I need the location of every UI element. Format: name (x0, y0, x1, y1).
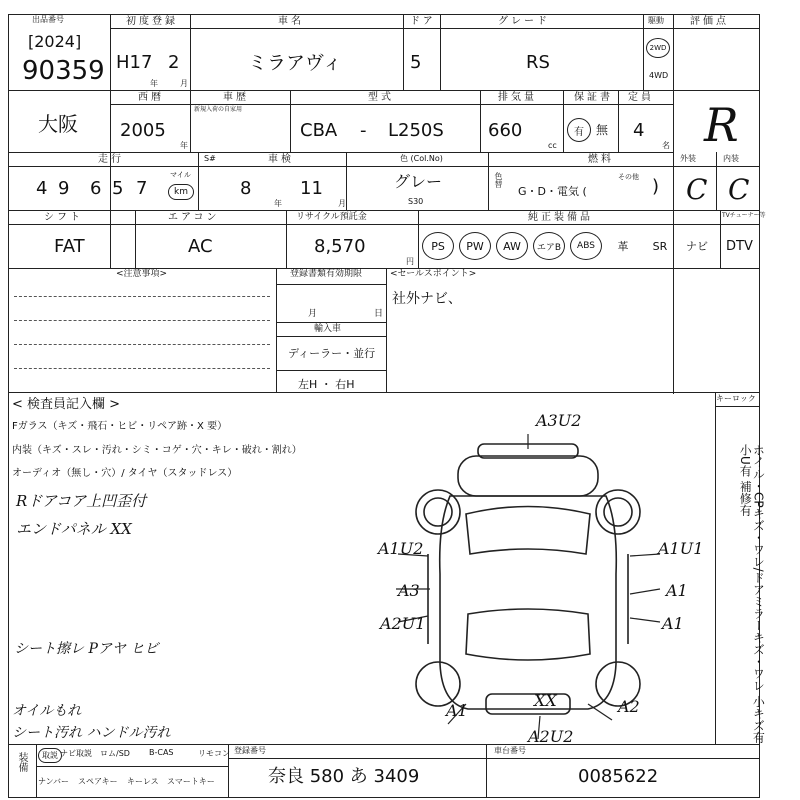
fuel-close: ) (652, 176, 660, 197)
equipment-item: AW (496, 232, 528, 260)
seireki-label: 西暦 (138, 92, 164, 103)
displacement-label: 排気量 (498, 92, 537, 103)
equipment-tag: スペアキー (78, 777, 118, 786)
inspector-title: < 検査員記入欄 > (12, 397, 121, 412)
interior-grade: C (728, 173, 750, 206)
inspector-fglass: Fガラス（キズ・飛石・ヒビ・リペア跡・X 要） (12, 421, 228, 432)
drive-label: 駆動 (648, 16, 664, 25)
import-label: 輸入車 (314, 324, 342, 334)
grade-label: グレード (498, 16, 550, 27)
equipment-tag: スマートキー (167, 777, 215, 786)
mileage-label: 走行 (98, 154, 124, 165)
shahei-note: 新規入荷の自家用 (194, 106, 243, 113)
damage-mark: A1U1 (658, 539, 704, 558)
seats-label: 定員 (628, 92, 654, 103)
color-change: 色替 (494, 172, 503, 188)
seats-unit: 名 (662, 141, 670, 150)
damage-mark: A3U2 (536, 411, 582, 430)
deadline-month: 月 (308, 309, 318, 319)
recycle-fee: 8,570 (314, 236, 366, 257)
equipment-item: エアB (533, 232, 565, 260)
inspector-interior: 内装（キズ・スレ・汚れ・シミ・コゲ・穴・キレ・破れ・割れ） (12, 445, 302, 456)
interior-label: 内装 (723, 154, 739, 163)
score-value: R (704, 98, 739, 152)
car-rear-window (466, 609, 590, 660)
car-name: ミラアヴィ (248, 52, 342, 74)
warranty-yes-circled: 有 (567, 118, 591, 142)
shaken-nen: 年 (274, 199, 282, 208)
recycle-label: リサイクル預託金 (296, 212, 367, 222)
car-body (440, 496, 617, 709)
car-damage-diagram (368, 404, 704, 746)
shaken-label: 車検 (268, 154, 294, 165)
equipment-tag: キーレス (127, 777, 159, 786)
door-label: ドア (410, 16, 436, 27)
shift-label: シフト (44, 212, 83, 223)
first-reg-label: 初度登録 (126, 16, 178, 27)
sales-point-label: <セールスポイント> (390, 269, 477, 279)
car-name-label: 車名 (278, 16, 304, 27)
fuel-options: G・D・電気 ( (518, 185, 587, 198)
side-vertical-notes: ホイル・CPキズ・ワレ/ドアミラーキズ・ワレ 小キズ有 小U有 補修有 (738, 444, 766, 744)
seireki-year: 2005 (120, 120, 166, 141)
equipment-row-label: 装備 (16, 752, 27, 772)
katashiki-model: L250S (388, 120, 444, 141)
damage-mark: A3 (398, 581, 420, 600)
warranty-no: 無 (596, 123, 609, 137)
equipment-tag: ナンバー (38, 777, 70, 786)
color-value: グレー (394, 172, 443, 191)
cc-unit: cc (548, 141, 557, 150)
inspector-hand-4: オイルもれ (12, 703, 82, 719)
color-label: 色 (Col.No) (400, 154, 443, 163)
tv-tuner-label: TVチューナー等 (722, 212, 766, 219)
first-reg-era: H17 (116, 52, 153, 73)
damage-mark: A1U2 (378, 539, 424, 558)
lot-number: 90359 (22, 56, 105, 86)
car-rear-bumper (486, 694, 570, 714)
mileage-digit: 5 (112, 178, 124, 199)
rear-left-wheel (416, 662, 460, 706)
inspector-hand-1: Rドアコア上凹歪付 (16, 492, 147, 510)
equipment-item: PW (459, 232, 491, 260)
chassis-number: 0085622 (578, 766, 659, 787)
damage-mark: A1 (666, 581, 688, 600)
auction-sheet: 出品番号 [2024] 90359 初度登録 H17 2 年 月 車名 ミラアヴィ ドア 5 グレード RS 駆動 2WD 4WD 評価点 R 大阪 西暦 2005 年 車歴 新規入荷の自家用 型式 CBA - L250S 排気量 660 cc 保証書 有 無 定員 4 名 走行 S# 4 9 6 5 7 マイル km 車検 8 年 11 月 色 (Col.No) グレー S30 色替 燃料 G・D・電気 ( その他 ) 外装 C 内装 C シフト FAT エアコン AC リサイクル預託金 8,570 円 純正装備品 PS PW AW エアB ABS 革 SR ナビ TVチューナー等 DTV <注意事項> 登録書類有効期限 月 日 輸入車 ディーラー・並行 左H ・ 右H <セールスポイント> 社外ナビ、 キーロック ホイル・CPキズ・ワレ/ドアミラーキズ・ワレ 小キズ有 小U有 補修有 < 検査員記入欄 > Fガラス（キズ・飛石・ヒビ・リペア跡・X 要） 内装（キズ・スレ・汚れ・シミ・コゲ・穴・キレ・破れ・割れ） オーディオ（無し・穴）/ タイヤ（スタッドレス） Rドアコア上凹歪付 エンドパネル XX シート擦レ Pアヤ ヒビ オイルもれ シート汚れ ハンドル汚れ A3U2 A1U2 A3 A2U1 A1U1 A1 A1 XX A1 A2 A2U2 装備 取説 ナビ取説 ロム/SD B-CAS リモコン ナンバー スペアキー キーレス スマートキー 登録番号 奈良 580 あ 3409 車台番号 0085622 (8, 14, 760, 798)
shaken-tsuki: 月 (338, 199, 346, 208)
plate-number: 奈良 580 あ 3409 (268, 766, 420, 787)
equipment-tag: ナビ取説 (60, 749, 92, 758)
inspector-hand-2: エンドパネル XX (16, 520, 132, 538)
car-windshield (466, 507, 590, 555)
equipment-item: PS (422, 232, 454, 260)
s-label: S# (204, 154, 216, 163)
aircon-value: AC (188, 236, 213, 257)
car-hood (458, 456, 598, 496)
damage-mark: XX (534, 691, 557, 710)
plate-label: 登録番号 (234, 746, 266, 755)
door-count: 5 (410, 52, 422, 73)
sales-point: 社外ナビ、 (392, 291, 462, 307)
katashiki-prefix: CBA (300, 120, 338, 141)
location: 大阪 (38, 112, 78, 136)
inspector-audio-tire: オーディオ（無し・穴）/ タイヤ（スタッドレス） (12, 468, 238, 479)
equipment-item: SR (652, 239, 668, 253)
handle-side: 左H ・ 右H (298, 378, 355, 391)
nen-unit-2: 年 (180, 141, 188, 150)
km-circled: km (168, 184, 194, 200)
equipment-tag: 取説 (38, 748, 62, 763)
shift-value: FAT (54, 236, 85, 257)
equipment-tag: B-CAS (149, 748, 174, 757)
caution-label: <注意事項> (116, 269, 168, 279)
damage-mark: A2U1 (380, 614, 426, 633)
equipment-tag: リモコン (198, 749, 230, 758)
equipment-item: 革 (617, 240, 629, 253)
shaken-month: 11 (300, 178, 323, 199)
tsuki-unit: 月 (180, 79, 188, 88)
equipment-tag: ロム/SD (100, 749, 130, 758)
fuel-label: 燃料 (588, 154, 614, 165)
equipment-item: ABS (570, 232, 602, 260)
deadline-day: 日 (374, 309, 384, 319)
shahei-label: 車歴 (223, 92, 249, 103)
damage-mark: A2 (618, 697, 640, 716)
drive-2wd-circled: 2WD (646, 38, 670, 58)
reg-deadline-label: 登録書類有効期限 (290, 269, 363, 279)
inspector-hand-5: シート汚れ ハンドル汚れ (12, 725, 171, 741)
nen-unit: 年 (150, 79, 158, 88)
displacement: 660 (488, 120, 523, 141)
mileage-digit: 4 (36, 178, 48, 199)
keylock-label: キーロック (716, 394, 756, 403)
tv-tuner: DTV (726, 239, 753, 254)
damage-mark: A2U2 (528, 727, 574, 746)
mile-unit: マイル (170, 171, 191, 179)
mileage-digit: 6 (90, 178, 102, 199)
shaken-year: 8 (240, 178, 252, 199)
damage-mark: A1 (446, 701, 468, 720)
mileage-digit: 7 (136, 178, 148, 199)
yen-unit: 円 (406, 257, 414, 266)
lot-label: 出品番号 (32, 15, 64, 24)
score-label: 評価点 (690, 16, 729, 27)
exterior-label: 外装 (680, 154, 696, 163)
front-left-wheel (416, 490, 460, 534)
fuel-other: その他 (618, 173, 639, 181)
inspector-hand-3: シート擦レ Pアヤ ヒビ (14, 641, 159, 657)
grade-value: RS (526, 52, 550, 73)
chassis-label: 車台番号 (494, 746, 526, 755)
mileage-digit: 9 (58, 178, 70, 199)
seats: 4 (633, 120, 645, 141)
katashiki-label: 型式 (368, 92, 394, 103)
aircon-label: エアコン (168, 212, 220, 223)
color-code: S30 (408, 197, 424, 206)
damage-mark: A1 (662, 614, 684, 633)
first-reg-month: 2 (168, 52, 180, 73)
equipment-label: 純正装備品 (528, 212, 593, 223)
equipment-item: ナビ (686, 240, 708, 253)
import-type: ディーラー・並行 (288, 347, 376, 360)
drive-4wd: 4WD (649, 71, 669, 80)
exterior-grade: C (686, 173, 708, 206)
auction-year: [2024] (28, 32, 82, 51)
warranty-label: 保証書 (574, 92, 613, 103)
front-right-wheel (596, 490, 640, 534)
